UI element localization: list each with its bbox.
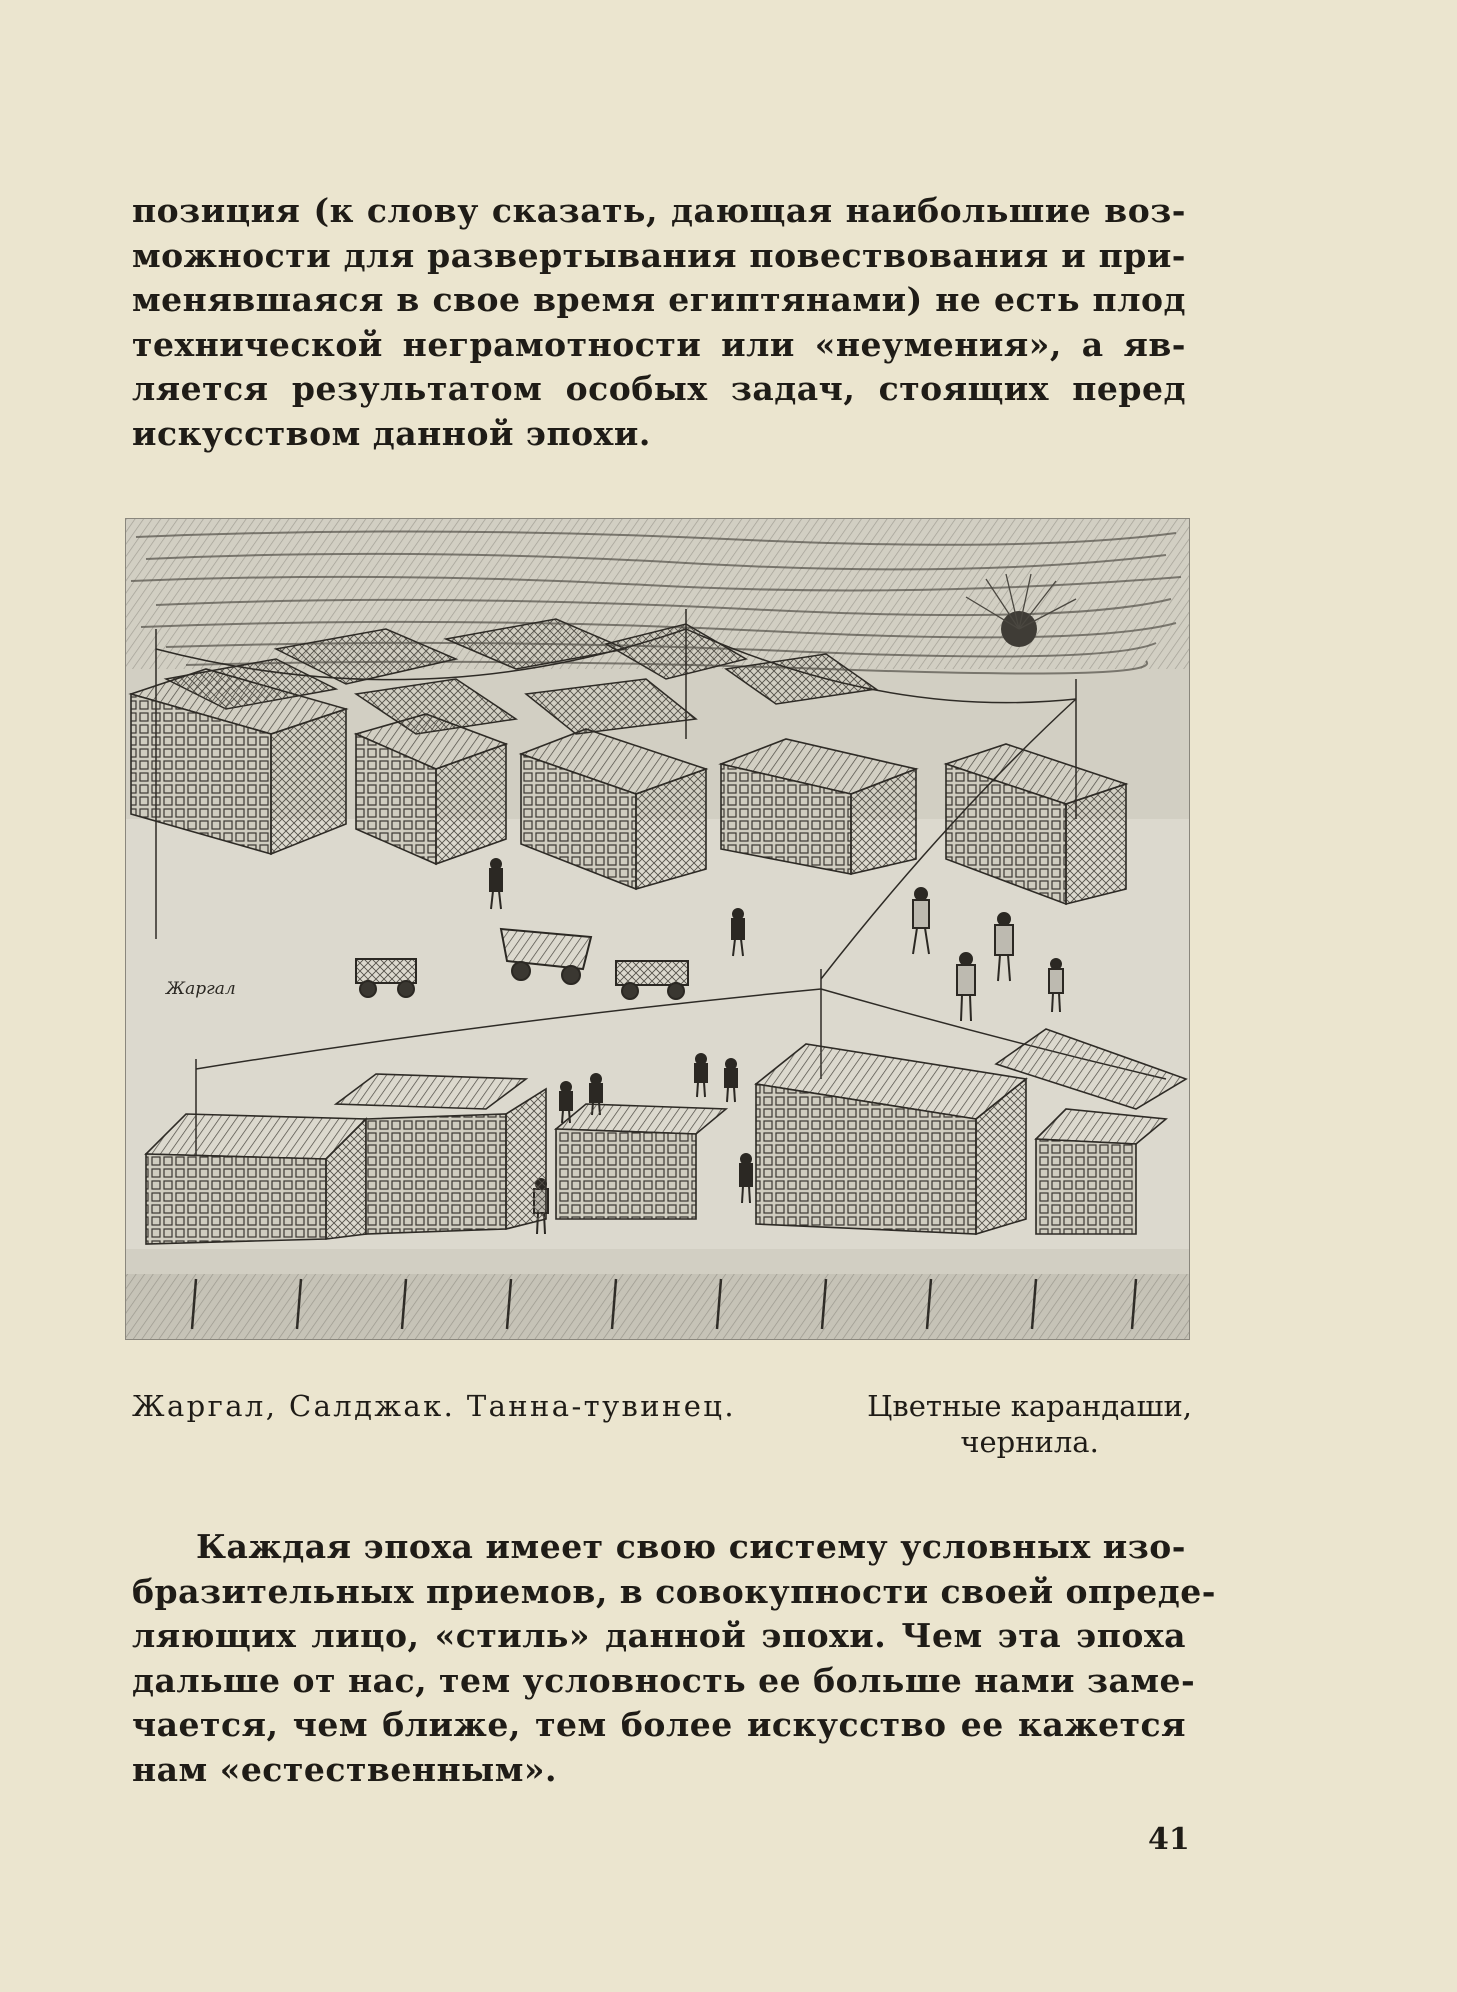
text-line: технической неграмотности или «неумения», а яв-	[132, 324, 1186, 364]
page-number: 41	[1148, 1822, 1190, 1857]
text-line: искусством данной эпохи.	[132, 413, 651, 453]
paragraph-bottom	[132, 1525, 1216, 1793]
text-line: нам «естественным».	[132, 1749, 557, 1789]
text-line: менявшаяся в свое время египтянами) не есть плод	[132, 280, 1186, 320]
text-line: позиция (к слову сказать, дающая наибольшие воз-	[132, 191, 1186, 230]
text-line: ляется результатом особых задач, стоящих перед	[132, 369, 1186, 409]
text-line: Каждая эпоха имеет свою систему условных изо-	[196, 1527, 1186, 1566]
caption-medium-line: чернила.	[960, 1425, 1099, 1459]
fence	[126, 1274, 1189, 1339]
drawing-signature: Жаргал	[166, 979, 236, 999]
illustration-village-drawing	[125, 518, 1190, 1340]
text-line: ляющих лицо, «стиль» данной эпохи. Чем эта эпоха	[132, 1616, 1186, 1656]
text-line: бразительных приемов, в совокупности своей опреде-	[132, 1571, 1216, 1611]
text-line: можности для развертывания повествования и при-	[132, 235, 1186, 275]
caption-medium-line: Цветные карандаши,	[867, 1389, 1192, 1423]
caption-author: Жаргал, Салджак. Танна-тувинец.	[132, 1389, 736, 1423]
text-line: дальше от нас, тем условность ее больше нами заме-	[132, 1660, 1196, 1700]
caption-medium	[867, 1388, 1192, 1460]
paragraph-top	[132, 189, 1186, 457]
text-line: чается, чем ближе, тем более искусство ее кажется	[132, 1705, 1186, 1745]
drawing-canvas	[126, 519, 1189, 1339]
